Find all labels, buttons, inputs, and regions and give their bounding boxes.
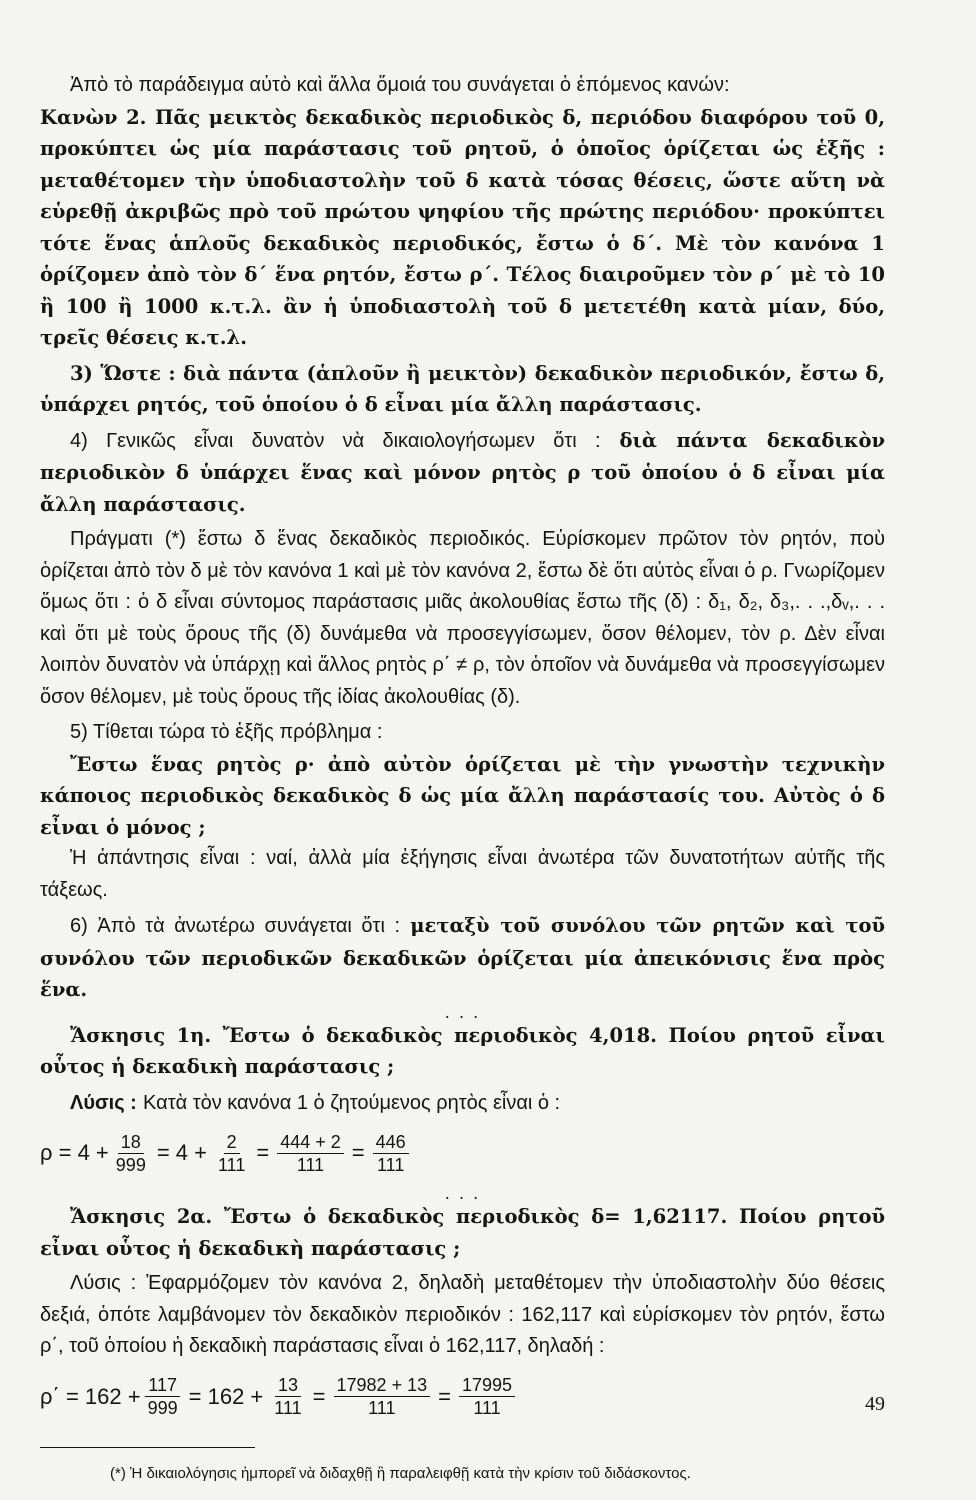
solution-1-label: Λύσις : [70, 1091, 137, 1114]
eq1-f3-denominator: 111 [296, 1154, 325, 1175]
eq2-fraction-2 [271, 1374, 304, 1419]
eq1-mid-2: = [256, 1140, 270, 1165]
paragraph-4-statement: διὰ πάντα δεκαδικὸν περιοδικὸν δ ὑπάρχει ἕνας καὶ μόνον ρητὸς ρ τοῦ ὁποίου ὁ δ εἶναι μία ἄλλη παράστασις. [40, 428, 886, 516]
eq2-f3-numerator: 17982 + 13 [334, 1374, 431, 1397]
exercise-2: Ἄσκησις 2α. Ἔστω ὁ δεκαδικὸς περιοδικὸς δ= 1,62117. Ποίου ρητοῦ εἶναι οὗτος ἡ δεκαδικὴ παράστασις ; [40, 1205, 885, 1260]
solution-2: Λύσις : Ἐφαρμόζομεν τὸν κανόνα 2, δηλαδὴ μεταθέτομεν τὴν ὑποδιαστολὴν δύο θέσεις δεξιά, ὁπότε λαμβάνομεν τὸν δεκαδικὸν περιοδικόν : 162,117 καὶ εὑρίσκομεν τὸν ρητόν, ἔστω ρ΄, τοῦ ὁποίου ἡ δεκαδικὴ παράστασις εἶναι ὁ 162,117, δηλαδή : [40, 1272, 885, 1357]
eq2-f1-denominator: 999 [147, 1398, 178, 1418]
eq1-fraction-4 [373, 1131, 409, 1176]
equation-1 [40, 1121, 885, 1185]
intro-paragraph: Ἀπὸ τὸ παράδειγμα αὐτὸ καὶ ἄλλα ὅμοιά του συνάγεται ὁ ἑπόμενος κανών: [70, 74, 730, 96]
paragraph-4-lead: 4) Γενικῶς εἶναι δυνατὸν νὰ δικαιολογήσωμεν ὅτι : [70, 429, 601, 452]
eq2-f1-numerator: 117 [145, 1374, 180, 1397]
eq1-mid-1: = 4 + [156, 1140, 207, 1165]
eq2-f4-denominator: 111 [473, 1398, 501, 1418]
eq2-mid-3: = [438, 1383, 451, 1409]
eq1-f2-denominator: 111 [218, 1154, 246, 1175]
eq2-mid-1: = 162 + [188, 1383, 264, 1409]
eq1-f3-numerator: 444 + 2 [277, 1131, 344, 1154]
eq2-f4-numerator: 17995 [459, 1374, 515, 1397]
proof-paragraph: Πράγματι (*) ἔστω δ ἕνας δεκαδικὸς περιοδικός. Εὑρίσκομεν πρῶτον τὸν ρητόν, ποὺ ὁρίζεται ἀπὸ τὸν δ μὲ τὸν κανόνα 1 καὶ μὲ τὸν κανόνα 2, ἔστω δὲ ὅτι αὐτὸς εἶναι ὁ ρ. Γνωρίζομεν ὅμως ὅτι : ὁ δ εἶναι σύντομος παράστασις μιᾶς ἀκολουθίας ἔστω τῆς (δ) : δ₁, δ₂, δ₃,. . .,δᵥ,. . . καὶ ὅτι μὲ τοὺς ὅρους τῆς (δ) δυνάμεθα νὰ προσεγγίσωμεν, ὅσον θέλομεν, τὸν ρ. Δὲν εἶναι λοιπὸν δυνατὸν νὰ ὑπάρχῃ καὶ ἄλλος ρητὸς ρ΄ ≠ ρ, τὸν ὁποῖον νὰ δυνάμεθα νὰ προσεγγίσωμεν ὅσον θέλομεν, μὲ τοὺς ὅρους τῆς ἰδίας ἀκολουθίας (δ). [40, 528, 885, 708]
eq2-f2-numerator: 13 [275, 1374, 301, 1397]
eq1-fraction-1 [113, 1131, 149, 1176]
period-dots-1: . . . [444, 1002, 481, 1022]
solution-1-text: Κατὰ τὸν κανόνα 1 ὁ ζητούμενος ρητὸς εἶναι ὁ : [143, 1091, 561, 1114]
paragraph-4 [40, 425, 885, 521]
page-number: 49 [865, 1393, 885, 1415]
eq2-lhs: ρ΄ = 162 + [40, 1383, 141, 1409]
eq2-f2-denominator: 111 [274, 1398, 302, 1418]
rule-2-paragraph: Κανὼν 2. Πᾶς μεικτὸς δεκαδικὸς περιοδικὸς δ, περιόδου διαφόρου τοῦ 0, προκύπτει ὡς μία παράστασις τοῦ ρητοῦ, ὁ ὁποῖος ὁρίζεται ὡς ἑξῆς : μεταθέτομεν τὴν ὑποδιαστολὴν τοῦ δ κατὰ τόσας θέσεις, ὥστε αὕτη νὰ εὑρεθῇ ἀκριβῶς πρὸ τοῦ πρώτου ψηφίου τῆς πρώτης περιόδου· προκύπτει τότε ἕνας ἁπλοῦς δεκαδικὸς περιοδικός, ἔστω ὁ δ΄. Μὲ τὸν κανόνα 1 ὁρίζομεν ἀπὸ τὸν δ΄ ἕνα ρητόν, ἔστω ρ΄. Τέλος διαιροῦμεν τὸν ρ΄ μὲ τὸ 10 ἢ 100 ἢ 1000 κ.τ.λ. ἂν ἡ ὑποδιαστολὴ τοῦ δ μετετέθη κατὰ μίαν, δύο, τρεῖς θέσεις κ.τ.λ. [40, 105, 885, 349]
paragraph-6 [40, 910, 885, 1006]
paragraph-3: 3) Ὥστε : διὰ πάντα (ἁπλοῦν ἢ μεικτὸν) δεκαδικὸν περιοδικόν, ἔστω δ, ὑπάρχει ρητός, τοῦ ὁποίου ὁ δ εἶναι μία ἄλλη παράστασις. [40, 361, 885, 416]
exercise-1: Ἄσκησις 1η. Ἔστω ὁ δεκαδικὸς περιοδικὸς 4,018. Ποίου ρητοῦ εἶναι οὗτος ἡ δεκαδικὴ παράστασις ; [40, 1023, 885, 1078]
solution-1 [40, 1087, 885, 1120]
eq2-fraction-1 [145, 1374, 181, 1419]
eq1-f1-denominator: 999 [115, 1154, 146, 1175]
problem-statement: Ἔστω ἕνας ρητὸς ρ· ἀπὸ αὐτὸν ὁρίζεται μὲ τὴν γνωστὴν τεχνικὴν κάποιος περιοδικὸς δεκαδικὸς δ ὡς μία ἄλλη παράστασίς του. Αὐτὸς ὁ δ εἶναι ὁ μόνος ; [40, 752, 885, 839]
footnote-rule [40, 1447, 255, 1448]
eq1-lhs: ρ = 4 + [40, 1140, 109, 1165]
paragraph-5: 5) Τίθεται τώρα τὸ ἑξῆς πρόβλημα : [70, 721, 383, 743]
eq1-f2-numerator: 2 [224, 1131, 240, 1154]
eq2-fraction-3 [334, 1374, 431, 1419]
eq2-fraction-4 [459, 1374, 515, 1419]
eq1-mid-3: = [351, 1140, 365, 1165]
page-content [40, 70, 885, 1500]
eq1-fraction-3 [277, 1131, 344, 1176]
eq1-f4-denominator: 111 [376, 1154, 405, 1175]
equation-2 [40, 1365, 885, 1429]
footnote: (*) Ἡ δικαιολόγησις ἠμπορεῖ νὰ διδαχθῇ ἢ παραλειφθῇ κατὰ τὴν κρίσιν τοῦ διδάσκοντος. [110, 1464, 691, 1482]
paragraph-6-statement: μεταξὺ τοῦ συνόλου τῶν ρητῶν καὶ τοῦ συνόλου τῶν περιοδικῶν δεκαδικῶν ὁρίζεται μία ἀπεικόνισις ἕνα πρὸς ἕνα. [40, 914, 885, 1001]
eq2-f3-denominator: 111 [368, 1398, 396, 1418]
paragraph-6-lead: 6) Ἀπὸ τὰ ἀνωτέρω συνάγεται ὅτι : [70, 915, 401, 937]
eq1-f1-numerator: 18 [118, 1131, 144, 1154]
eq2-mid-2: = [312, 1383, 326, 1409]
eq1-f4-numerator: 446 [373, 1131, 409, 1154]
period-dots-2: . . . [444, 1184, 481, 1203]
answer-paragraph: Ἡ ἀπάντησις εἶναι : ναί, ἀλλὰ μία ἐξήγησις εἶναι ἀνωτέρα τῶν δυνατοτήτων αὐτῆς τῆς τάξεως. [40, 847, 885, 901]
eq1-fraction-2 [215, 1131, 248, 1176]
